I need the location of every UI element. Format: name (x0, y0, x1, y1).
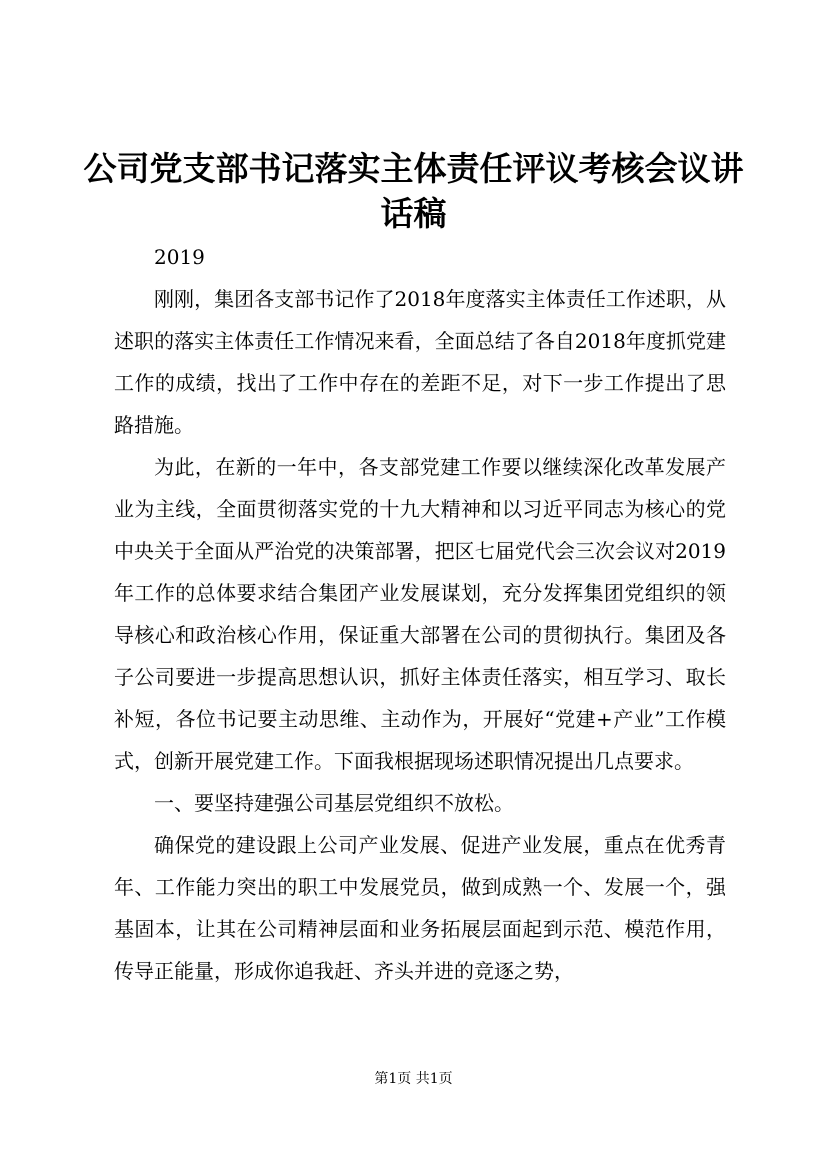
document-title: 公司党支部书记落实主体责任评议考核会议讲话稿 (83, 149, 744, 233)
document-body (114, 236, 726, 992)
page-footer: 第1页 共1页 (374, 1071, 453, 1087)
paragraph-intro: 刚刚，集团各支部书记作了2018年度落实主体责任工作述职，从述职的落实主体责任工作情况来看，全面总结了各自2018年度抓党建工作的成绩，找出了工作中存在的差距不足，对下一步工作提出了思路措施。 (114, 287, 726, 437)
paragraph-section-1: 确保党的建设跟上公司产业发展、促进产业发展，重点在优秀青年、工作能力突出的职工中发展党员，做到成熟一个、发展一个，强基固本，让其在公司精神层面和业务拓展层面起到示范、模范作用，传导正能量，形成你追我赶、齐头并进的竞逐之势， (114, 833, 726, 983)
paragraph-year: 2019 (154, 245, 205, 269)
paragraph-requirements: 为此，在新的一年中，各支部党建工作要以继续深化改革发展产业为主线，全面贯彻落实党的十九大精神和以习近平同志为核心的党中央关于全面从严治党的决策部署，把区七届党代会三次会议对2019年工作的总体要求结合集团产业发展谋划，充分发挥集团党组织的领导核心和政治核心作用，保证重大部署在公司的贯彻执行。集团及各子公司要进一步提高思想认识，抓好主体责任落实，相互学习、取长补短，各位书记要主动思维、主动作为，开展好“党建+产业”工作模式，创新开展党建工作。下面我根据现场述职情况提出几点要求。 (114, 455, 726, 773)
section-heading-1: 一、要坚持建强公司基层党组织不放松。 (154, 791, 514, 815)
